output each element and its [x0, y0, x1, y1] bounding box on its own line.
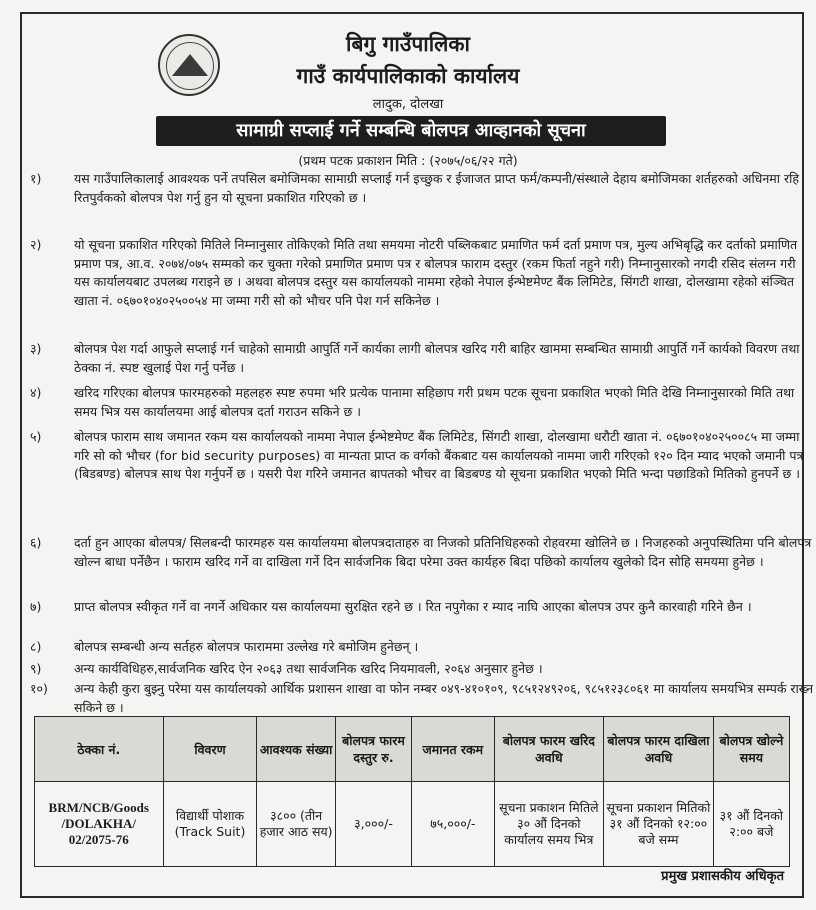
- item-number: १०): [30, 681, 48, 696]
- col-header: विवरण: [163, 717, 257, 782]
- tender-table: [34, 716, 790, 867]
- office-subtitle: गाउँ कार्यपालिकाको कार्यालय: [296, 64, 520, 88]
- table-cell: BRM/NCB/Goods /DOLAKHA/ 02/2075-76: [35, 782, 164, 867]
- item-text: यो सूचना प्रकाशित गरिएको मितिले निम्नानुसार तोकिएको मिति तथा समयमा नोटरी पब्लिकबाट प्रमाणित फर्म दर्ता प्रमाण पत्र, मुल्य अभिबृद्धि कर दर्ताको प्रमाणित प्रमाण पत्र, आ.व. २०७४/०७५ सम्मको कर चुक्ता गरेको प्रमाणित प्रमाण पत्र र बोलपत्र फाराम दस्तुर (रकम फिर्ता नहुने गरी) निम्नानुसारको नगदी रसिद संलग्न गरी यस कार्यालयबाट उपलब्ध गराइने छ । अथवा बोलपत्र दस्तुर यस कार्यालयको नाममा रहेको नेपाल ईन्भेष्टमेण्ट बैंक लिमिटेड, सिंगटी शाखा, दोलखामा रहेको संञ्चित खाता नं. ०६७०१०४०२५००५४ मा जम्मा गरी सो को भौचर पनि पेश गर्न सकिनेछ ।: [74, 237, 798, 308]
- item-text: अन्य केही कुरा बुझ्नु परेमा यस कार्यालयको आर्थिक प्रशासन शाखा वा फोन नम्बर ०४९-४१०१०९, ९८५१२४९२०६, ९८५१२३८०६१ मा कार्यालय समयभित्र सम्पर्क राख्न सकिने छ ।: [74, 681, 814, 715]
- col-header: बोलपत्र खोल्ने समय: [713, 717, 789, 782]
- table-cell: सूचना प्रकाशन मितिले ३० औं दिनको कार्यालय समय भित्र: [494, 782, 604, 867]
- publish-date: (प्रथम पटक प्रकाशन मिति : (२०७५/०६/२२ गते): [298, 153, 518, 168]
- table-row: [35, 782, 790, 867]
- table-header-row: [35, 717, 790, 782]
- item-text: बोलपत्र फाराम साथ जमानत रकम यस कार्यालयको नाममा नेपाल ईन्भेष्टमेण्ट बैंक लिमिटेड, सिंगटी शाखा, दोलखामा धरौटी खाता नं. ०६७०१०४०२५००८५ मा जम्मा गरि सो को भौचर (for bid security purposes) वा मान्यता प्राप्त क वर्गको बैंकबाट यस कार्यालयको नाममा जारी गरिएको १२० दिन म्याद भएको जमानी पत्र (बिडबण्ड) बोलपत्र साथ पेश गर्नुपर्ने छ । यसरी पेश गरिने जमानत बापतको भौचर वा बिडबण्ड यो सूचना प्रकाशित भएको मिति भन्दा पछाडिको मितिको हुनपर्ने छ ।: [74, 429, 804, 481]
- item-text: बोलपत्र पेश गर्दा आफुले सप्लाई गर्न चाहेको सामाग्री आपुर्ति गर्ने कार्यका लागी बोलपत्र खरिद गरी बाहिर खाममा सम्बन्धित सामाग्री आपुर्ति गर्ने कार्यको विवरण तथा ठेक्का नं. स्पष्ट खुलाई पेश गर्नु पर्नेछ ।: [74, 341, 800, 375]
- item-text: दर्ता हुन आएका बोलपत्र/ सिलबन्दी फारमहरु यस कार्यालयमा बोलपत्रदाताहरु वा निजको प्रतिनिधिहरुको रोहवरमा खोलिने छ । निजहरुको अनुपस्थितिमा पनि बोलपत्र खोल्न बाधा पर्नेछैन । फाराम खरिद गर्ने वा दाखिला गर्ने दिन सार्वजनिक बिदा परेमा उक्त कार्यहरु बिदा पछिको कार्यालय खुलेको दिन सोहि समयमा हुनेछ ।: [74, 535, 812, 569]
- item-text: खरिद गरिएका बोलपत्र फारमहरुको महलहरु स्पष्ट रुपमा भरि प्रत्येक पानामा सहिछाप गरी प्रथम पटक सूचना प्रकाशित भएको मिति देखि निम्नानुसारको मिति तथा समय भित्र यस कार्यालयमा आई बोलपत्र दर्ता गराउन सकिने छ ।: [74, 385, 795, 419]
- signature-title: प्रमुख प्रशासकीय अधिकृत: [661, 869, 784, 884]
- office-name: बिगु गाउँपालिका: [346, 32, 470, 56]
- item-text: बोलपत्र सम्बन्धी अन्य सर्तहरु बोलपत्र फाराममा उल्लेख गरे बमोजिम हुनेछन् ।: [74, 639, 419, 654]
- item-number: ४): [30, 385, 42, 400]
- item-text: अन्य कार्यविधिहरु,सार्वजनिक खरिद ऐन २०६३ तथा सार्वजनिक खरिद नियमावली, २०६४ अनुसार हुनेछ ।: [74, 661, 543, 676]
- col-header: बोलपत्र फारम दस्तुर रु.: [335, 717, 411, 782]
- col-header: बोलपत्र फारम दाखिला अवधि: [604, 717, 714, 782]
- col-header: जमानत रकम: [412, 717, 494, 782]
- table-cell: ३१ औं दिनको २:०० बजे: [713, 782, 789, 867]
- item-number: २): [30, 237, 42, 252]
- item-text: प्राप्त बोलपत्र स्वीकृत गर्ने वा नगर्ने अधिकार यस कार्यालयमा सुरक्षित रहने छ । रित नपुगेका र म्याद नाघि आएका बोलपत्र उपर कुनै कारवाही गरिने छैन ।: [74, 599, 752, 614]
- notice-title: सामाग्री सप्लाई गर्ने सम्बन्धि बोलपत्र आव्हानको सूचना: [156, 116, 666, 146]
- item-number: ६): [30, 535, 42, 550]
- item-number: ८): [30, 639, 42, 654]
- table-cell: विद्यार्थी पोशाक (Track Suit): [163, 782, 257, 867]
- table-cell: ३८०० (तीन हजार आठ सय): [257, 782, 335, 867]
- item-text: यस गाउँपालिकालाई आवश्यक पर्ने तपसिल बमोजिमका सामाग्री सप्लाई गर्न इच्छुक र ईजाजत प्राप्त फर्म/कम्पनी/संस्थाले देहाय बमोजिमका शर्तहरुको अधिनमा रहि रितपुर्वकको बोलपत्र पेश गर्नु हुन यो सूचना प्रकाशित गरिएको छ ।: [74, 171, 799, 205]
- item-number: ५): [30, 429, 42, 444]
- item-number: ९): [30, 661, 42, 676]
- col-header: ठेक्का नं.: [35, 717, 164, 782]
- office-location: लादुक, दोलखा: [372, 97, 444, 112]
- table-cell: सूचना प्रकाशन मितिको ३१ औं दिनको १२:०० बजे सम्म: [604, 782, 714, 867]
- item-number: १): [30, 171, 42, 186]
- item-number: ७): [30, 599, 42, 614]
- col-header: बोलपत्र फारम खरिद अवधि: [494, 717, 604, 782]
- table-cell: ३,०००/-: [335, 782, 411, 867]
- col-header: आवश्यक संख्या: [257, 717, 335, 782]
- item-number: ३): [30, 341, 42, 356]
- table-cell: ७५,०००/-: [412, 782, 494, 867]
